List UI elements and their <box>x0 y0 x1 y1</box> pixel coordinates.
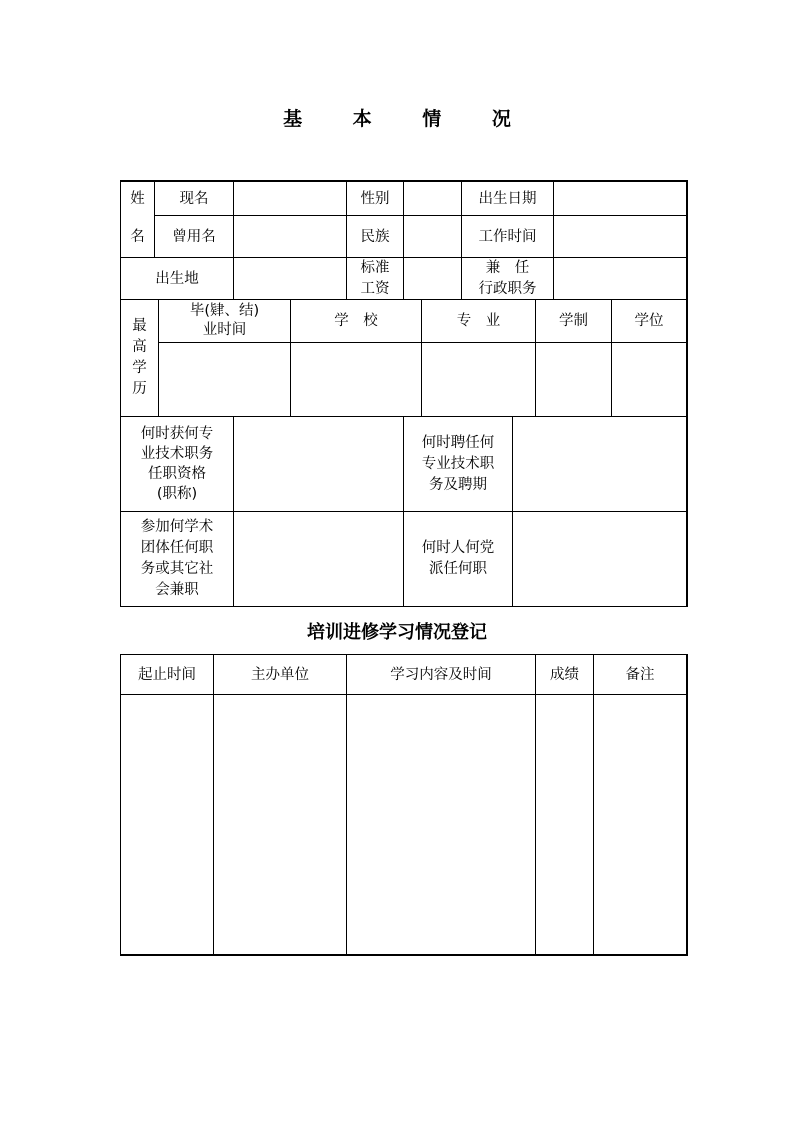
former-name-label: 曾用名 <box>172 228 216 245</box>
degree-field[interactable] <box>612 343 686 416</box>
academic-groups-label: 参加何学术 团体任何职 务或其它社 会兼职 <box>140 519 214 598</box>
birthplace-field[interactable] <box>234 258 346 299</box>
birthplace-label: 出生地 <box>155 270 199 287</box>
professional-qualification-field[interactable] <box>234 417 403 511</box>
degree-header: 学位 <box>634 313 664 329</box>
professional-appointment-field[interactable] <box>513 417 686 511</box>
current-name-field[interactable] <box>234 182 346 215</box>
training-score-field[interactable] <box>536 695 593 954</box>
ethnicity-label: 民族 <box>360 228 390 245</box>
training-col-period: 起止时间 <box>138 666 196 683</box>
duration-header: 学制 <box>559 313 588 329</box>
former-name-field[interactable] <box>234 216 346 257</box>
highest-education-label: 最 高 学 历 <box>132 318 147 397</box>
gender-label: 性别 <box>360 190 390 207</box>
standard-salary-field[interactable] <box>404 258 461 299</box>
major-header: 专 业 <box>456 313 501 329</box>
training-remarks-field[interactable] <box>594 695 686 954</box>
standard-salary-label: 标准 工资 <box>360 259 390 297</box>
work-start-field[interactable] <box>554 216 686 257</box>
school-header: 学 校 <box>334 313 378 329</box>
training-period-field[interactable] <box>121 695 213 954</box>
gender-field[interactable] <box>404 182 461 215</box>
concurrent-post-label: 兼 任 行政职务 <box>478 259 537 297</box>
party-position-label: 何时人何党 派任何职 <box>421 540 495 577</box>
ethnicity-field[interactable] <box>404 216 461 257</box>
major-field[interactable] <box>422 343 535 416</box>
birth-date-label: 出生日期 <box>478 190 537 207</box>
duration-field[interactable] <box>536 343 611 416</box>
name-label-bottom: 名 <box>130 228 145 245</box>
work-start-label: 工作时间 <box>478 228 537 245</box>
training-col-content: 学习内容及时间 <box>390 666 492 683</box>
academic-groups-field[interactable] <box>234 512 403 606</box>
graduation-time-header: 毕(肄、结) 业时间 <box>189 303 260 338</box>
graduation-time-field[interactable] <box>159 343 290 416</box>
current-name-label: 现名 <box>179 190 209 207</box>
professional-appointment-label: 何时聘任何 专业技术职 务及聘期 <box>421 434 495 493</box>
training-title: 培训进修学习情况登记 <box>307 622 487 643</box>
concurrent-post-field[interactable] <box>554 258 686 299</box>
training-col-score: 成绩 <box>550 666 579 683</box>
school-field[interactable] <box>291 343 421 416</box>
training-col-remarks: 备注 <box>625 666 655 683</box>
professional-qualification-label: 何时获何专 业技术职务 任职资格 (职称) <box>140 426 214 502</box>
party-position-field[interactable] <box>513 512 686 606</box>
training-col-organizer: 主办单位 <box>251 666 309 683</box>
birth-date-field[interactable] <box>554 182 686 215</box>
training-content-field[interactable] <box>347 695 535 954</box>
training-organizer-field[interactable] <box>214 695 346 954</box>
name-label-top: 姓 <box>130 190 145 207</box>
basic-info-title: 基 本 情 况 <box>283 108 533 130</box>
